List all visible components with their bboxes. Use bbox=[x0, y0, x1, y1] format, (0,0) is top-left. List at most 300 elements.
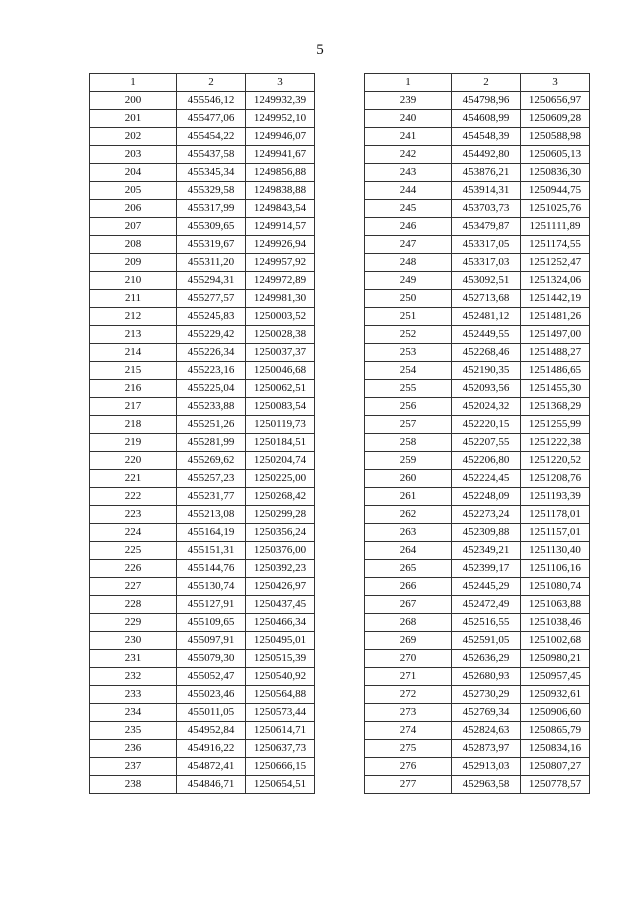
table-row bbox=[90, 326, 315, 344]
point-number-cell: 223 bbox=[90, 506, 177, 524]
x-coordinate-cell: 455011,05 bbox=[177, 704, 246, 722]
point-number-cell: 260 bbox=[365, 470, 452, 488]
x-coordinate-cell: 452913,03 bbox=[452, 758, 521, 776]
x-coordinate-cell: 452190,35 bbox=[452, 362, 521, 380]
point-number-cell: 227 bbox=[90, 578, 177, 596]
point-number-cell: 206 bbox=[90, 200, 177, 218]
x-coordinate-cell: 452481,12 bbox=[452, 308, 521, 326]
table-row bbox=[365, 416, 590, 434]
point-number-cell: 226 bbox=[90, 560, 177, 578]
table-row bbox=[90, 740, 315, 758]
x-coordinate-cell: 453317,05 bbox=[452, 236, 521, 254]
page-number: 5 bbox=[316, 42, 324, 58]
y-coordinate-cell: 1251324,06 bbox=[521, 272, 590, 290]
table-row bbox=[365, 326, 590, 344]
coordinates-table-right bbox=[364, 73, 590, 794]
x-coordinate-cell: 452680,93 bbox=[452, 668, 521, 686]
y-coordinate-cell: 1250906,60 bbox=[521, 704, 590, 722]
y-coordinate-cell: 1251442,19 bbox=[521, 290, 590, 308]
y-coordinate-cell: 1251106,16 bbox=[521, 560, 590, 578]
point-number-cell: 258 bbox=[365, 434, 452, 452]
table-row bbox=[365, 92, 590, 110]
x-coordinate-cell: 455079,30 bbox=[177, 650, 246, 668]
point-number-cell: 215 bbox=[90, 362, 177, 380]
table-row bbox=[365, 362, 590, 380]
y-coordinate-cell: 1250614,71 bbox=[246, 722, 315, 740]
x-coordinate-cell: 452206,80 bbox=[452, 452, 521, 470]
point-number-cell: 203 bbox=[90, 146, 177, 164]
y-coordinate-cell: 1250957,45 bbox=[521, 668, 590, 686]
table-row bbox=[365, 560, 590, 578]
y-coordinate-cell: 1249972,89 bbox=[246, 272, 315, 290]
point-number-cell: 218 bbox=[90, 416, 177, 434]
table-row bbox=[90, 146, 315, 164]
table-row bbox=[90, 596, 315, 614]
point-number-cell: 272 bbox=[365, 686, 452, 704]
point-number-cell: 225 bbox=[90, 542, 177, 560]
table-row bbox=[365, 740, 590, 758]
table-row bbox=[90, 776, 315, 794]
point-number-cell: 235 bbox=[90, 722, 177, 740]
table-row bbox=[90, 164, 315, 182]
table-row bbox=[90, 668, 315, 686]
x-coordinate-cell: 455144,76 bbox=[177, 560, 246, 578]
table-row bbox=[365, 380, 590, 398]
point-number-cell: 252 bbox=[365, 326, 452, 344]
point-number-cell: 240 bbox=[365, 110, 452, 128]
point-number-cell: 200 bbox=[90, 92, 177, 110]
y-coordinate-cell: 1250932,61 bbox=[521, 686, 590, 704]
y-coordinate-cell: 1250778,57 bbox=[521, 776, 590, 794]
point-number-cell: 233 bbox=[90, 686, 177, 704]
point-number-cell: 243 bbox=[365, 164, 452, 182]
point-number-cell: 267 bbox=[365, 596, 452, 614]
point-number-cell: 213 bbox=[90, 326, 177, 344]
x-coordinate-cell: 455454,22 bbox=[177, 128, 246, 146]
x-coordinate-cell: 452349,21 bbox=[452, 542, 521, 560]
y-coordinate-cell: 1250466,34 bbox=[246, 614, 315, 632]
point-number-cell: 229 bbox=[90, 614, 177, 632]
point-number-cell: 262 bbox=[365, 506, 452, 524]
x-coordinate-cell: 452220,15 bbox=[452, 416, 521, 434]
table-row bbox=[90, 362, 315, 380]
point-number-cell: 254 bbox=[365, 362, 452, 380]
y-coordinate-cell: 1251368,29 bbox=[521, 398, 590, 416]
point-number-cell: 277 bbox=[365, 776, 452, 794]
y-coordinate-cell: 1250204,74 bbox=[246, 452, 315, 470]
point-number-cell: 239 bbox=[365, 92, 452, 110]
table-row bbox=[90, 704, 315, 722]
point-number-cell: 255 bbox=[365, 380, 452, 398]
x-coordinate-cell: 452024,32 bbox=[452, 398, 521, 416]
table-row bbox=[90, 470, 315, 488]
point-number-cell: 242 bbox=[365, 146, 452, 164]
coordinates-table-left bbox=[89, 73, 315, 794]
x-coordinate-cell: 455130,74 bbox=[177, 578, 246, 596]
y-coordinate-cell: 1251063,88 bbox=[521, 596, 590, 614]
x-coordinate-cell: 454492,80 bbox=[452, 146, 521, 164]
y-coordinate-cell: 1251038,46 bbox=[521, 614, 590, 632]
table-row bbox=[365, 578, 590, 596]
point-number-cell: 237 bbox=[90, 758, 177, 776]
y-coordinate-cell: 1250376,00 bbox=[246, 542, 315, 560]
table-row bbox=[90, 524, 315, 542]
table-row bbox=[365, 542, 590, 560]
x-coordinate-cell: 452309,88 bbox=[452, 524, 521, 542]
table-row bbox=[365, 632, 590, 650]
x-coordinate-cell: 452472,49 bbox=[452, 596, 521, 614]
x-coordinate-cell: 452730,29 bbox=[452, 686, 521, 704]
table-row bbox=[90, 272, 315, 290]
point-number-cell: 264 bbox=[365, 542, 452, 560]
point-number-cell: 273 bbox=[365, 704, 452, 722]
table-row bbox=[365, 452, 590, 470]
x-coordinate-cell: 455294,31 bbox=[177, 272, 246, 290]
table-row bbox=[90, 452, 315, 470]
table-row bbox=[365, 596, 590, 614]
x-coordinate-cell: 452769,34 bbox=[452, 704, 521, 722]
x-coordinate-cell: 455231,77 bbox=[177, 488, 246, 506]
table-row bbox=[365, 200, 590, 218]
table-row bbox=[90, 308, 315, 326]
table-row bbox=[90, 614, 315, 632]
table-row bbox=[365, 110, 590, 128]
y-coordinate-cell: 1251080,74 bbox=[521, 578, 590, 596]
x-coordinate-cell: 455345,34 bbox=[177, 164, 246, 182]
x-coordinate-cell: 452591,05 bbox=[452, 632, 521, 650]
point-number-cell: 236 bbox=[90, 740, 177, 758]
x-coordinate-cell: 452516,55 bbox=[452, 614, 521, 632]
y-coordinate-cell: 1251455,30 bbox=[521, 380, 590, 398]
point-number-cell: 217 bbox=[90, 398, 177, 416]
y-coordinate-cell: 1250268,42 bbox=[246, 488, 315, 506]
table-row bbox=[90, 488, 315, 506]
point-number-cell: 245 bbox=[365, 200, 452, 218]
y-coordinate-cell: 1250225,00 bbox=[246, 470, 315, 488]
column-header: 2 bbox=[452, 74, 521, 92]
point-number-cell: 274 bbox=[365, 722, 452, 740]
point-number-cell: 246 bbox=[365, 218, 452, 236]
table-row bbox=[90, 200, 315, 218]
table-header-row bbox=[90, 74, 315, 92]
y-coordinate-cell: 1250083,54 bbox=[246, 398, 315, 416]
y-coordinate-cell: 1250356,24 bbox=[246, 524, 315, 542]
table-row bbox=[90, 632, 315, 650]
table-row bbox=[365, 470, 590, 488]
point-number-cell: 248 bbox=[365, 254, 452, 272]
y-coordinate-cell: 1251002,68 bbox=[521, 632, 590, 650]
x-coordinate-cell: 455257,23 bbox=[177, 470, 246, 488]
y-coordinate-cell: 1250573,44 bbox=[246, 704, 315, 722]
point-number-cell: 222 bbox=[90, 488, 177, 506]
column-header: 3 bbox=[246, 74, 315, 92]
column-header: 2 bbox=[177, 74, 246, 92]
point-number-cell: 234 bbox=[90, 704, 177, 722]
x-coordinate-cell: 455269,62 bbox=[177, 452, 246, 470]
y-coordinate-cell: 1251222,38 bbox=[521, 434, 590, 452]
y-coordinate-cell: 1250003,52 bbox=[246, 308, 315, 326]
y-coordinate-cell: 1251488,27 bbox=[521, 344, 590, 362]
x-coordinate-cell: 455127,91 bbox=[177, 596, 246, 614]
y-coordinate-cell: 1249914,57 bbox=[246, 218, 315, 236]
table-row bbox=[365, 254, 590, 272]
x-coordinate-cell: 452248,09 bbox=[452, 488, 521, 506]
point-number-cell: 211 bbox=[90, 290, 177, 308]
point-number-cell: 232 bbox=[90, 668, 177, 686]
x-coordinate-cell: 452824,63 bbox=[452, 722, 521, 740]
point-number-cell: 219 bbox=[90, 434, 177, 452]
table-row bbox=[90, 398, 315, 416]
x-coordinate-cell: 452268,46 bbox=[452, 344, 521, 362]
table-row bbox=[365, 272, 590, 290]
x-coordinate-cell: 455109,65 bbox=[177, 614, 246, 632]
point-number-cell: 268 bbox=[365, 614, 452, 632]
table-row bbox=[90, 254, 315, 272]
point-number-cell: 209 bbox=[90, 254, 177, 272]
x-coordinate-cell: 452207,55 bbox=[452, 434, 521, 452]
table-row bbox=[90, 92, 315, 110]
y-coordinate-cell: 1250807,27 bbox=[521, 758, 590, 776]
table-row bbox=[365, 434, 590, 452]
table-row bbox=[365, 758, 590, 776]
table-row bbox=[365, 704, 590, 722]
y-coordinate-cell: 1249843,54 bbox=[246, 200, 315, 218]
x-coordinate-cell: 454846,71 bbox=[177, 776, 246, 794]
x-coordinate-cell: 455309,65 bbox=[177, 218, 246, 236]
point-number-cell: 256 bbox=[365, 398, 452, 416]
point-number-cell: 208 bbox=[90, 236, 177, 254]
y-coordinate-cell: 1250605,13 bbox=[521, 146, 590, 164]
point-number-cell: 205 bbox=[90, 182, 177, 200]
table-row bbox=[90, 128, 315, 146]
y-coordinate-cell: 1250028,38 bbox=[246, 326, 315, 344]
y-coordinate-cell: 1251111,89 bbox=[521, 218, 590, 236]
y-coordinate-cell: 1250426,97 bbox=[246, 578, 315, 596]
x-coordinate-cell: 455319,67 bbox=[177, 236, 246, 254]
x-coordinate-cell: 455151,31 bbox=[177, 542, 246, 560]
y-coordinate-cell: 1250299,28 bbox=[246, 506, 315, 524]
x-coordinate-cell: 452963,58 bbox=[452, 776, 521, 794]
point-number-cell: 251 bbox=[365, 308, 452, 326]
y-coordinate-cell: 1251497,00 bbox=[521, 326, 590, 344]
x-coordinate-cell: 455223,16 bbox=[177, 362, 246, 380]
table-row bbox=[365, 722, 590, 740]
y-coordinate-cell: 1249932,39 bbox=[246, 92, 315, 110]
x-coordinate-cell: 454952,84 bbox=[177, 722, 246, 740]
x-coordinate-cell: 453703,73 bbox=[452, 200, 521, 218]
x-coordinate-cell: 455213,08 bbox=[177, 506, 246, 524]
y-coordinate-cell: 1251252,47 bbox=[521, 254, 590, 272]
point-number-cell: 270 bbox=[365, 650, 452, 668]
y-coordinate-cell: 1250656,97 bbox=[521, 92, 590, 110]
x-coordinate-cell: 452445,29 bbox=[452, 578, 521, 596]
table-row bbox=[90, 110, 315, 128]
table-row bbox=[90, 650, 315, 668]
y-coordinate-cell: 1251486,65 bbox=[521, 362, 590, 380]
table-row bbox=[365, 344, 590, 362]
y-coordinate-cell: 1250437,45 bbox=[246, 596, 315, 614]
x-coordinate-cell: 455546,12 bbox=[177, 92, 246, 110]
x-coordinate-cell: 455277,57 bbox=[177, 290, 246, 308]
y-coordinate-cell: 1251481,26 bbox=[521, 308, 590, 326]
point-number-cell: 253 bbox=[365, 344, 452, 362]
x-coordinate-cell: 455097,91 bbox=[177, 632, 246, 650]
y-coordinate-cell: 1250588,98 bbox=[521, 128, 590, 146]
x-coordinate-cell: 453914,31 bbox=[452, 182, 521, 200]
y-coordinate-cell: 1250392,23 bbox=[246, 560, 315, 578]
table-row bbox=[365, 488, 590, 506]
y-coordinate-cell: 1251220,52 bbox=[521, 452, 590, 470]
point-number-cell: 210 bbox=[90, 272, 177, 290]
table-row bbox=[90, 578, 315, 596]
y-coordinate-cell: 1250834,16 bbox=[521, 740, 590, 758]
table-row bbox=[90, 236, 315, 254]
point-number-cell: 212 bbox=[90, 308, 177, 326]
table-row bbox=[90, 560, 315, 578]
y-coordinate-cell: 1251255,99 bbox=[521, 416, 590, 434]
y-coordinate-cell: 1250062,51 bbox=[246, 380, 315, 398]
x-coordinate-cell: 454872,41 bbox=[177, 758, 246, 776]
y-coordinate-cell: 1250119,73 bbox=[246, 416, 315, 434]
x-coordinate-cell: 455251,26 bbox=[177, 416, 246, 434]
point-number-cell: 216 bbox=[90, 380, 177, 398]
y-coordinate-cell: 1250564,88 bbox=[246, 686, 315, 704]
x-coordinate-cell: 453876,21 bbox=[452, 164, 521, 182]
table-row bbox=[90, 416, 315, 434]
table-row bbox=[90, 218, 315, 236]
point-number-cell: 275 bbox=[365, 740, 452, 758]
point-number-cell: 249 bbox=[365, 272, 452, 290]
table-row bbox=[365, 146, 590, 164]
x-coordinate-cell: 453479,87 bbox=[452, 218, 521, 236]
table-row bbox=[90, 344, 315, 362]
y-coordinate-cell: 1251178,01 bbox=[521, 506, 590, 524]
x-coordinate-cell: 452399,17 bbox=[452, 560, 521, 578]
table-row bbox=[365, 668, 590, 686]
table-row bbox=[365, 236, 590, 254]
table-row bbox=[90, 380, 315, 398]
point-number-cell: 202 bbox=[90, 128, 177, 146]
x-coordinate-cell: 455023,46 bbox=[177, 686, 246, 704]
y-coordinate-cell: 1249957,92 bbox=[246, 254, 315, 272]
y-coordinate-cell: 1251130,40 bbox=[521, 542, 590, 560]
table-row bbox=[365, 308, 590, 326]
y-coordinate-cell: 1251208,76 bbox=[521, 470, 590, 488]
point-number-cell: 214 bbox=[90, 344, 177, 362]
y-coordinate-cell: 1250654,51 bbox=[246, 776, 315, 794]
y-coordinate-cell: 1249856,88 bbox=[246, 164, 315, 182]
table-row bbox=[365, 686, 590, 704]
y-coordinate-cell: 1251193,39 bbox=[521, 488, 590, 506]
table-row bbox=[90, 434, 315, 452]
table-row bbox=[365, 614, 590, 632]
table-row bbox=[90, 506, 315, 524]
y-coordinate-cell: 1250540,92 bbox=[246, 668, 315, 686]
table-row bbox=[90, 686, 315, 704]
point-number-cell: 244 bbox=[365, 182, 452, 200]
x-coordinate-cell: 452093,56 bbox=[452, 380, 521, 398]
point-number-cell: 201 bbox=[90, 110, 177, 128]
x-coordinate-cell: 453317,03 bbox=[452, 254, 521, 272]
y-coordinate-cell: 1250184,51 bbox=[246, 434, 315, 452]
x-coordinate-cell: 455052,47 bbox=[177, 668, 246, 686]
point-number-cell: 231 bbox=[90, 650, 177, 668]
y-coordinate-cell: 1250836,30 bbox=[521, 164, 590, 182]
point-number-cell: 265 bbox=[365, 560, 452, 578]
table-row bbox=[365, 164, 590, 182]
y-coordinate-cell: 1249838,88 bbox=[246, 182, 315, 200]
point-number-cell: 230 bbox=[90, 632, 177, 650]
table-row bbox=[90, 542, 315, 560]
y-coordinate-cell: 1251174,55 bbox=[521, 236, 590, 254]
x-coordinate-cell: 452713,68 bbox=[452, 290, 521, 308]
y-coordinate-cell: 1251157,01 bbox=[521, 524, 590, 542]
table-row bbox=[365, 290, 590, 308]
point-number-cell: 259 bbox=[365, 452, 452, 470]
point-number-cell: 204 bbox=[90, 164, 177, 182]
x-coordinate-cell: 455229,42 bbox=[177, 326, 246, 344]
point-number-cell: 247 bbox=[365, 236, 452, 254]
point-number-cell: 228 bbox=[90, 596, 177, 614]
point-number-cell: 263 bbox=[365, 524, 452, 542]
column-header: 3 bbox=[521, 74, 590, 92]
x-coordinate-cell: 454548,39 bbox=[452, 128, 521, 146]
x-coordinate-cell: 455329,58 bbox=[177, 182, 246, 200]
x-coordinate-cell: 455226,34 bbox=[177, 344, 246, 362]
y-coordinate-cell: 1250515,39 bbox=[246, 650, 315, 668]
point-number-cell: 257 bbox=[365, 416, 452, 434]
point-number-cell: 269 bbox=[365, 632, 452, 650]
point-number-cell: 224 bbox=[90, 524, 177, 542]
x-coordinate-cell: 455281,99 bbox=[177, 434, 246, 452]
y-coordinate-cell: 1250865,79 bbox=[521, 722, 590, 740]
point-number-cell: 261 bbox=[365, 488, 452, 506]
table-row bbox=[90, 290, 315, 308]
y-coordinate-cell: 1250046,68 bbox=[246, 362, 315, 380]
x-coordinate-cell: 454798,96 bbox=[452, 92, 521, 110]
column-header: 1 bbox=[90, 74, 177, 92]
point-number-cell: 266 bbox=[365, 578, 452, 596]
point-number-cell: 271 bbox=[365, 668, 452, 686]
table-row bbox=[90, 182, 315, 200]
point-number-cell: 250 bbox=[365, 290, 452, 308]
y-coordinate-cell: 1250495,01 bbox=[246, 632, 315, 650]
table-row bbox=[365, 218, 590, 236]
y-coordinate-cell: 1249941,67 bbox=[246, 146, 315, 164]
y-coordinate-cell: 1250037,37 bbox=[246, 344, 315, 362]
table-row bbox=[365, 506, 590, 524]
point-number-cell: 220 bbox=[90, 452, 177, 470]
x-coordinate-cell: 452273,24 bbox=[452, 506, 521, 524]
y-coordinate-cell: 1250980,21 bbox=[521, 650, 590, 668]
point-number-cell: 207 bbox=[90, 218, 177, 236]
y-coordinate-cell: 1249981,30 bbox=[246, 290, 315, 308]
y-coordinate-cell: 1249946,07 bbox=[246, 128, 315, 146]
y-coordinate-cell: 1250637,73 bbox=[246, 740, 315, 758]
point-number-cell: 241 bbox=[365, 128, 452, 146]
point-number-cell: 276 bbox=[365, 758, 452, 776]
x-coordinate-cell: 452224,45 bbox=[452, 470, 521, 488]
x-coordinate-cell: 454608,99 bbox=[452, 110, 521, 128]
x-coordinate-cell: 452873,97 bbox=[452, 740, 521, 758]
table-header-row bbox=[365, 74, 590, 92]
y-coordinate-cell: 1251025,76 bbox=[521, 200, 590, 218]
x-coordinate-cell: 455477,06 bbox=[177, 110, 246, 128]
table-row bbox=[90, 758, 315, 776]
y-coordinate-cell: 1250666,15 bbox=[246, 758, 315, 776]
x-coordinate-cell: 452449,55 bbox=[452, 326, 521, 344]
x-coordinate-cell: 455245,83 bbox=[177, 308, 246, 326]
